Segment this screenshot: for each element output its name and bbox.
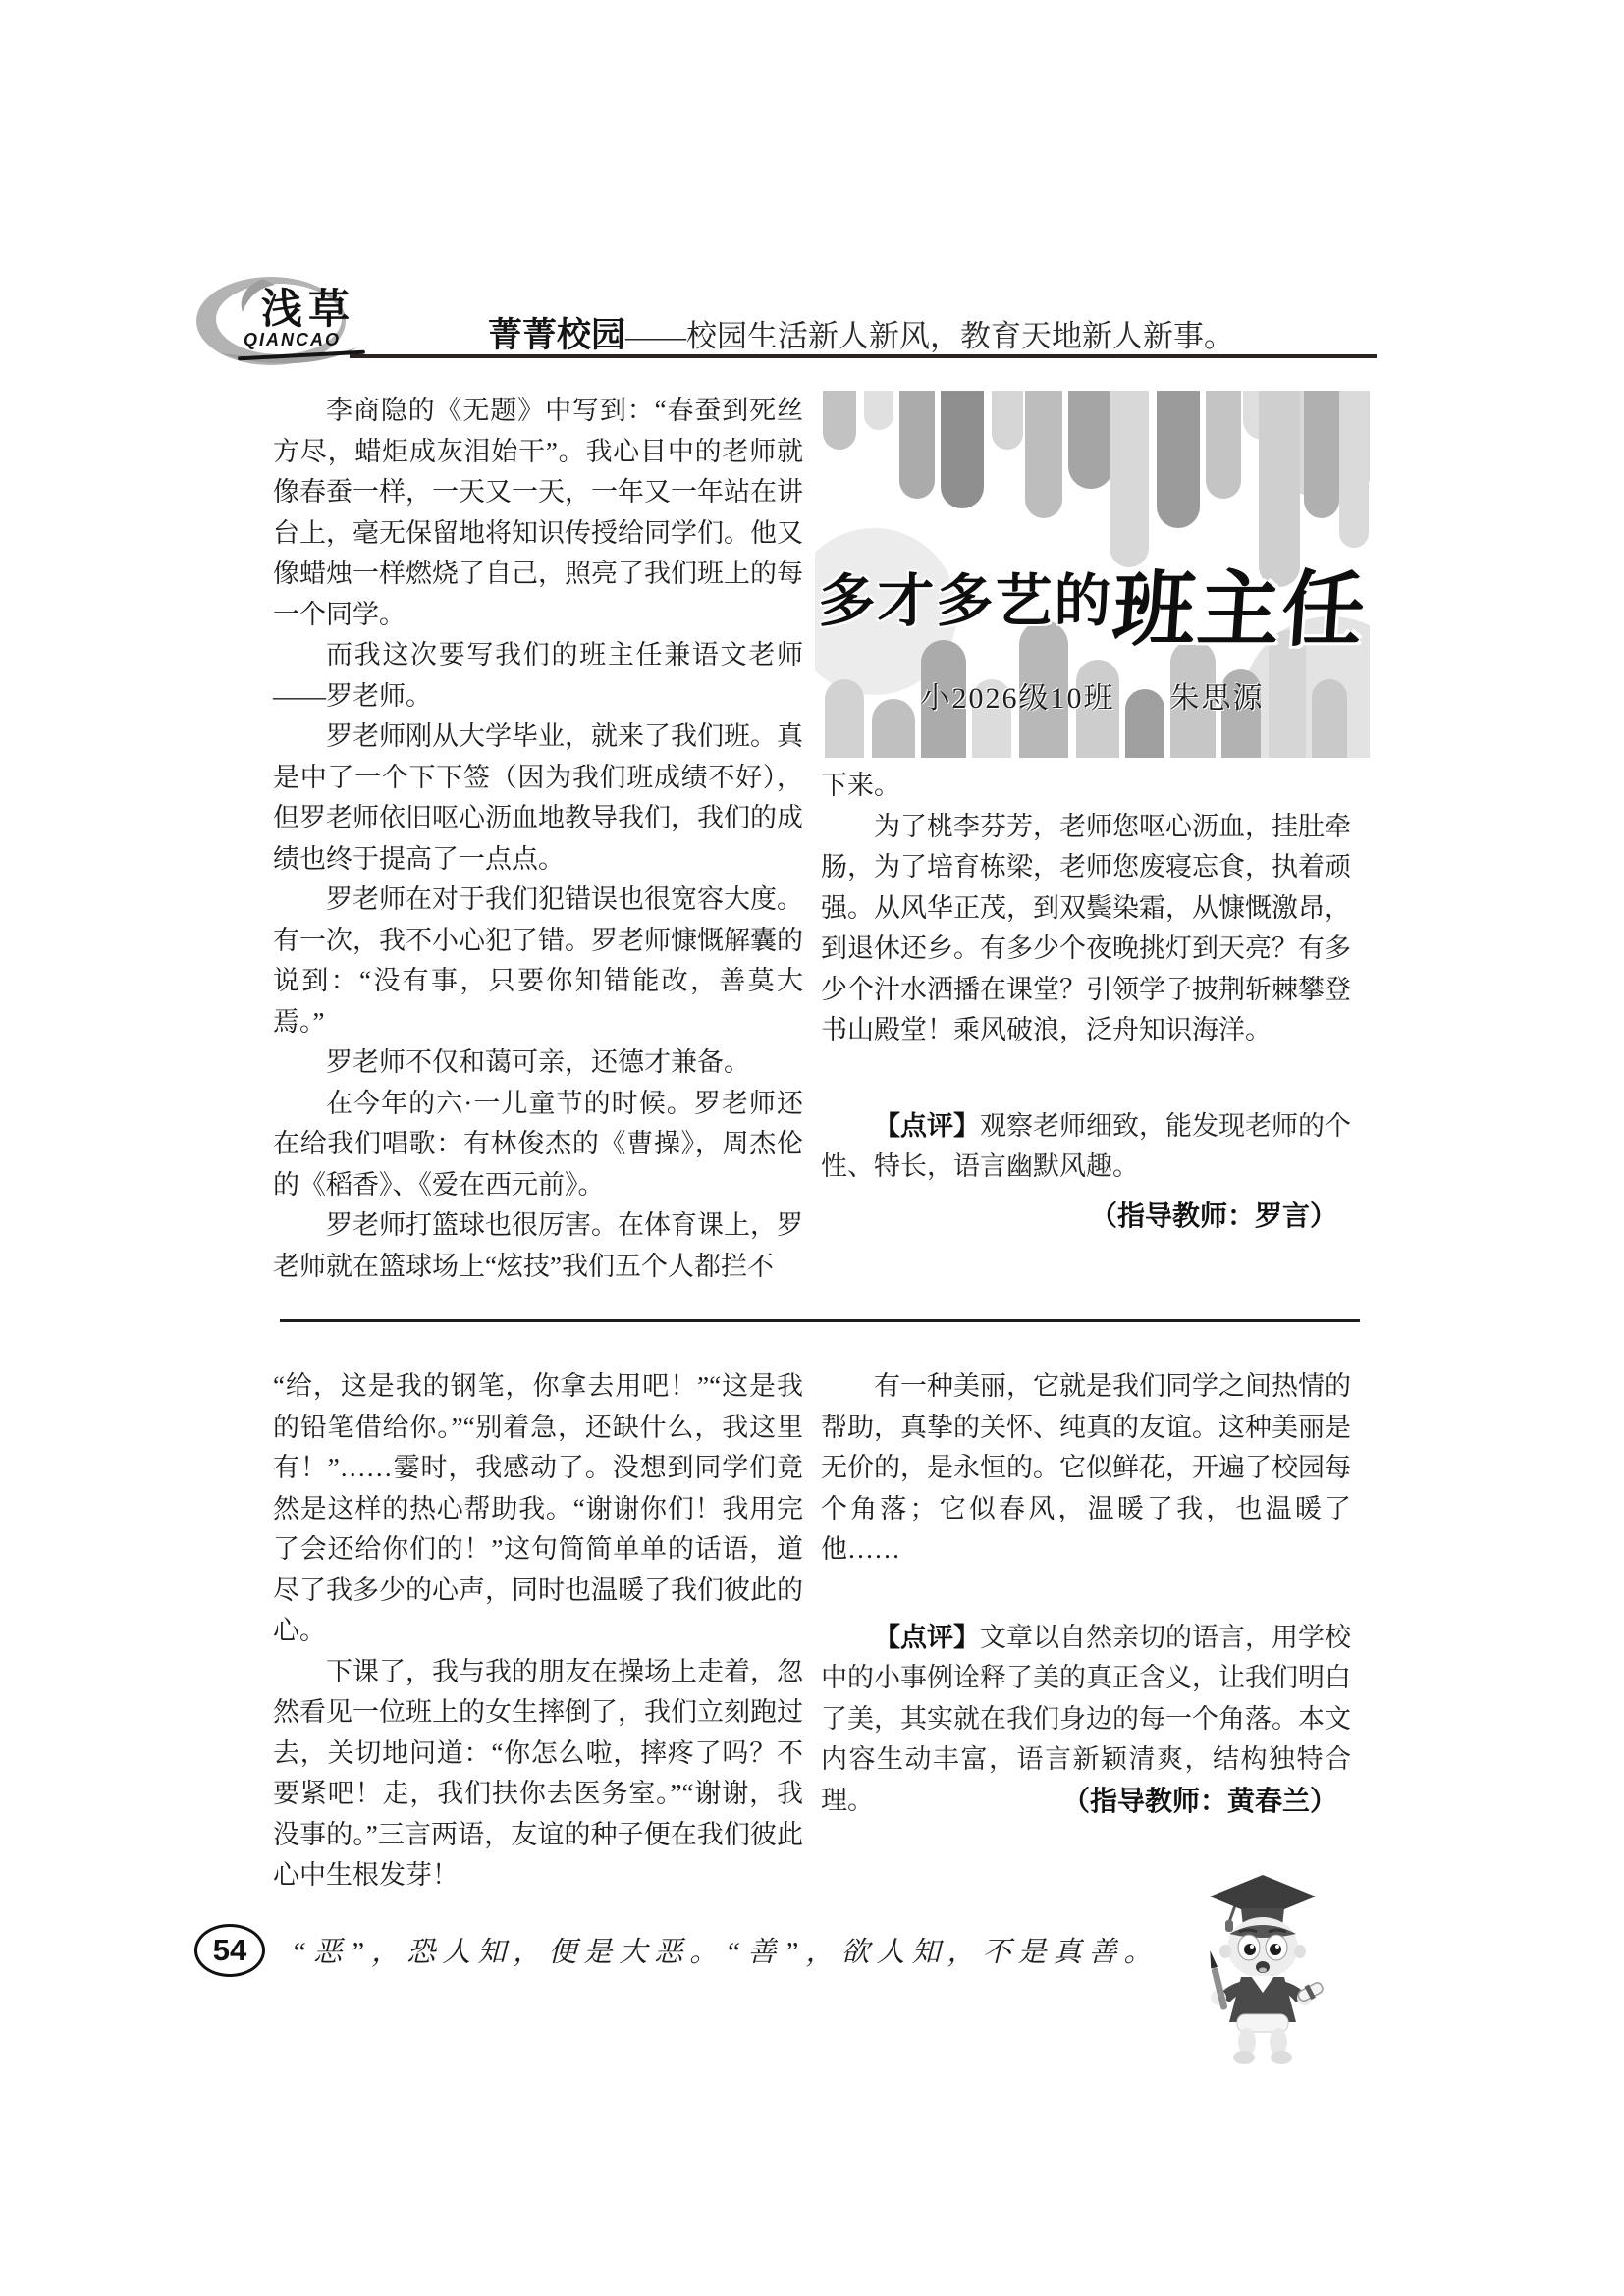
section-subtitle: ——校园生活新人新风，教育天地新人新事。 xyxy=(625,319,1235,353)
teacher-signature: （指导教师：黄春兰） xyxy=(1061,1785,1337,1816)
paragraph: 李商隐的《无题》中写到：“春蚕到死丝方尽，蜡炬成灰泪始干”。我心目中的老师就像春蚕一样，一天又一天，一年又一年站在讲台上，毫无保留地将知识传授给同学们。他又像蜡烛一样燃烧了自己，照亮了我们班上的每一个同学。 xyxy=(273,396,803,629)
title-part1: 多才多艺的 xyxy=(818,569,1113,633)
article2-right-column xyxy=(821,1366,1351,1821)
section-divider xyxy=(280,1319,1360,1322)
paragraph: 下来。 xyxy=(821,771,900,800)
byline-class: 小2026级10班 xyxy=(920,682,1115,715)
paragraph: 罗老师打篮球也很厉害。在体育课上，罗老师就在篮球场上“炫技”我们五个人都拦不 xyxy=(273,1210,803,1281)
title-part2: 班主任 xyxy=(1109,563,1370,656)
paragraph: 下课了，我与我的朋友在操场上走着，忽然看见一位班上的女生摔倒了，我们立刻跑过去，关切地问道：“你怎么啦，摔疼了吗？不要紧吧！走，我们扶你去医务室。”“谢谢，我没事的。”三言两语，友谊的种子便在我们彼此心中生根发芽！ xyxy=(273,1656,803,1890)
paragraph: 罗老师在对于我们犯错误也很宽容大度。有一次，我不小心犯了错。罗老师慷慨解囊的说到：“没有事，只要你知错能改，善莫大焉。” xyxy=(273,884,803,1037)
article1-title-banner xyxy=(815,391,1370,758)
comment-text: 文章以自然亲切的语言，用学校中的小事例诠释了美的真正含义，让我们明白了美，其实就在我们身边的每一个角落。本文内容生动丰富，语言新颖清爽，结构独特合理。 xyxy=(821,1622,1351,1815)
article1-right-column xyxy=(821,766,1351,1236)
comment-label: 【点评】 xyxy=(874,1110,980,1141)
article2-left-column xyxy=(273,1366,803,1896)
paragraph: 而我这次要写我们的班主任兼语文老师——罗老师。 xyxy=(273,640,803,711)
page-number-badge xyxy=(194,1924,265,1977)
paragraph: “给，这是我的钢笔，你拿去用吧！”“这是我的铅笔借给你。”“别着急，还缺什么，我这里有！”……霎时，我感动了。没想到同学们竟然是这样的热心帮助我。“谢谢你们！我用完了会还给你们的！”这句简简单单的话语，道尽了我多少的心声，同时也温暖了我们彼此的心。 xyxy=(273,1371,803,1645)
page-number: 54 xyxy=(212,1933,247,1967)
section-title: 菁菁校园 xyxy=(488,316,626,354)
paragraph: 在今年的六·一儿童节的时候。罗老师还在给我们唱歌：有林俊杰的《曹操》，周杰伦的《稻香》、《爱在西元前》。 xyxy=(273,1088,803,1200)
comment-paragraph xyxy=(821,1106,1351,1188)
paragraph: 有一种美丽，它就是我们同学之间热情的帮助，真挚的关怀、纯真的友谊。这种美丽是无价的，是永恒的。它似鲜花，开遍了校园每个角落；它似春风，温暖了我，也温暖了他…… xyxy=(821,1371,1351,1564)
footer-quote: “恶”，恐人知，便是大恶。“善”，欲人知，不是真善。 xyxy=(291,1937,1160,1968)
article1-title xyxy=(815,544,1370,663)
article1-byline xyxy=(815,673,1370,717)
header-rule xyxy=(350,354,1377,358)
paragraph: 为了桃李芬芳，老师您呕心沥血，挂肚牵肠，为了培育栋梁，老师您废寝忘食，执着顽强。从风华正茂，到双鬓染霜，从慷慨激昂，到退休还乡。有多少个夜晚挑灯到天亮？有多少个汁水洒播在课堂？引领学子披荆斩棘攀登书山殿堂！乘风破浪，泛舟知识海洋。 xyxy=(821,811,1351,1044)
column-header xyxy=(488,308,1234,357)
logo-chinese-text: 浅草 xyxy=(261,288,356,333)
article1-left-column xyxy=(273,391,803,1287)
teacher-signature: （指导教师：罗言） xyxy=(1089,1200,1337,1231)
paragraph: 罗老师刚从大学毕业，就来了我们班。真是中了一个下下签（因为我们班成绩不好），但罗老师依旧呕心沥血地教导我们，我们的成绩也终于提高了一点点。 xyxy=(273,721,803,874)
mascot-graduate-boy-icon xyxy=(1200,1873,1327,2069)
byline-author: 朱思源 xyxy=(1169,682,1265,715)
paragraph: 罗老师不仅和蔼可亲，还德才兼备。 xyxy=(326,1047,750,1077)
comment-text: 观察老师细致，能发现老师的个性、特长，语言幽默风趣。 xyxy=(821,1110,1351,1181)
logo-latin-text: QIANCAO xyxy=(244,330,341,349)
comment-label: 【点评】 xyxy=(874,1622,980,1652)
